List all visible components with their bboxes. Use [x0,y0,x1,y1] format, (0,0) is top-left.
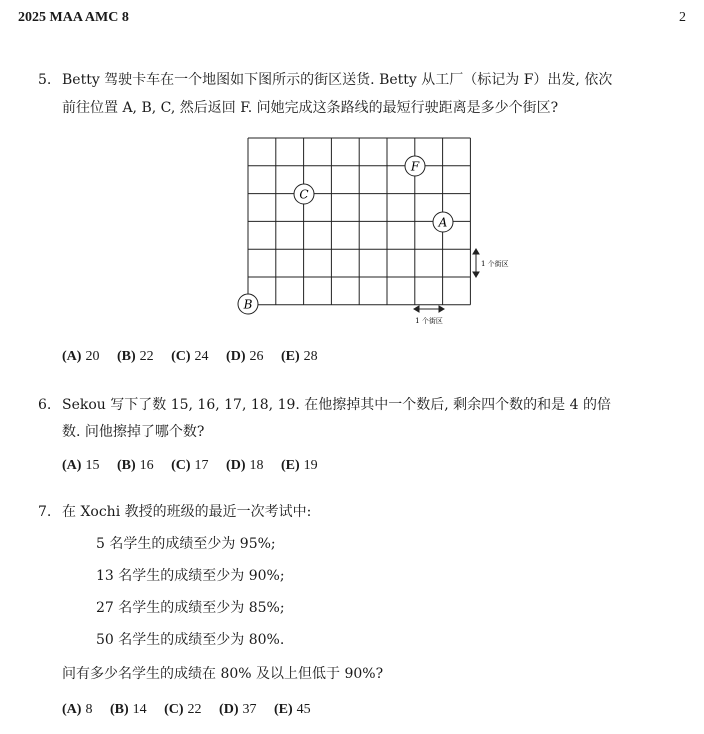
q7-choice-b[interactable]: (B) 14 [109,702,147,717]
q7-item-1: 5 名学生的成绩至少为 95%; [96,536,276,552]
q5-text-line2: 前往位置 A, B, C, 然后返回 F. 问她完成这条路线的最短行驶距离是多少个街区? [62,100,559,116]
label-A: A [438,215,448,230]
page-number: 2 [679,10,686,25]
q6-number: 6. [38,397,52,413]
q6-choice-d[interactable]: (D) 18 [226,458,264,473]
q7-choice-a[interactable]: (A) 8 [62,702,93,717]
q7-item-2: 13 名学生的成绩至少为 90%; [96,568,285,584]
q7-choice-e[interactable]: (E) 45 [273,702,311,717]
q5-text-line1: Betty 驾驶卡车在一个地图如下图所示的街区送货. Betty 从工厂（标记为 F）出发, 依次 [62,72,613,88]
label-F: F [410,159,420,174]
horizontal-scale-arrow [414,306,444,312]
contest-title: 2025 MAA AMC 8 [18,10,129,25]
q5-choice-d[interactable]: (D) 26 [226,349,264,364]
q5-choice-b[interactable]: (B) 22 [116,349,154,364]
q7-item-3: 27 名学生的成绩至少为 85%; [96,600,285,616]
q6-choice-e[interactable]: (E) 19 [280,458,318,473]
vertical-scale-arrow [473,249,479,277]
point-C [294,184,314,204]
q6-text-line2: 数. 问他擦掉了哪个数? [62,424,205,440]
q6-choice-c[interactable]: (C) 17 [171,458,209,473]
q7-question: 问有多少名学生的成绩在 80% 及以上但低于 90%? [62,666,384,682]
q7-choices [62,702,325,718]
q5-number: 5. [38,72,52,88]
block-map [230,133,530,333]
point-A [433,212,453,232]
q5-choice-e[interactable]: (E) 28 [280,349,318,364]
q5-choice-a[interactable]: (A) 20 [62,349,100,364]
q5-choices [62,349,332,365]
q6-text-line1: Sekou 写下了数 15, 16, 17, 18, 19. 在他擦掉其中一个数后, 剩余四个数的和是 4 的倍 [62,397,611,413]
horizontal-scale-label: 1 个街区 [415,317,443,325]
label-C: C [299,187,309,202]
vertical-scale-label: 1 个街区 [481,260,509,268]
q6-choice-b[interactable]: (B) 16 [116,458,154,473]
q7-choice-d[interactable]: (D) 37 [219,702,257,717]
label-B: B [243,297,253,312]
q7-item-4: 50 名学生的成绩至少为 80%. [96,632,285,648]
q7-intro: 在 Xochi 教授的班级的最近一次考试中: [62,504,312,520]
q7-choice-c[interactable]: (C) 22 [164,702,202,717]
q7-number: 7. [38,504,52,520]
q6-choices [62,458,332,474]
point-F [405,156,425,176]
q5-choice-c[interactable]: (C) 24 [171,349,209,364]
point-B [238,294,258,314]
q6-choice-a[interactable]: (A) 15 [62,458,100,473]
